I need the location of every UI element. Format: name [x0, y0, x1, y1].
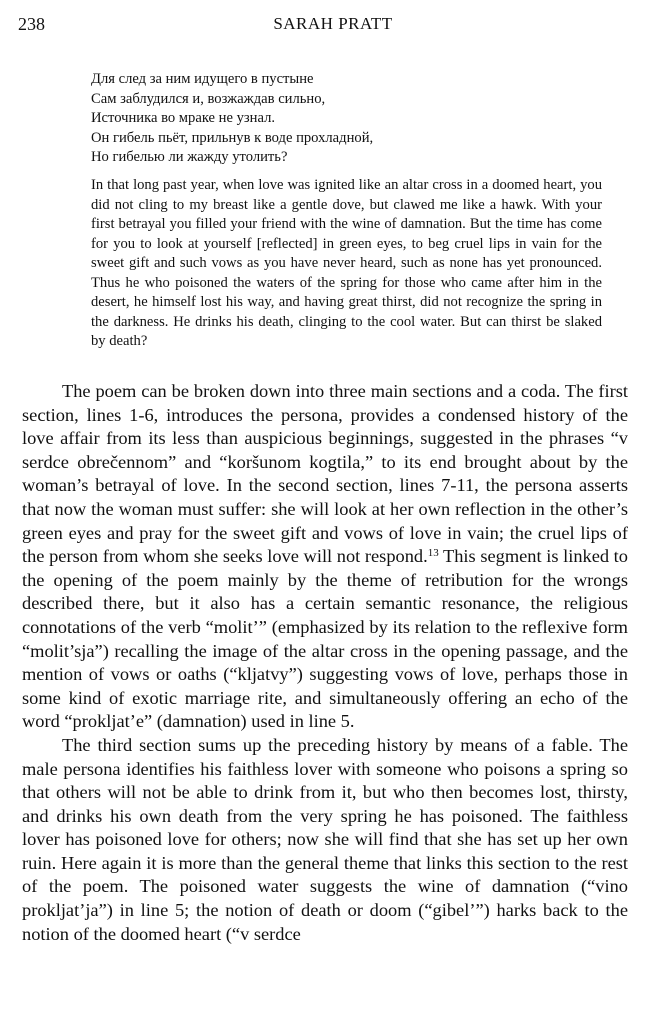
body-text: [22, 380, 628, 946]
footnote-ref: 13: [427, 547, 439, 560]
poem-line: Сам заблудился и, возжаждав сильно,: [91, 90, 326, 107]
page-header: [18, 14, 630, 38]
page-number: 238: [18, 14, 45, 34]
poem-translation: In that long past year, when love was ignited like an altar cross in a doomed heart, you did not cling to my breast like a gentle dove, but clawed me like a hawk. With your first betrayal you filled your friend with the wine of damnation. But the time has come for you to look at yourself [reflected] in green eyes, to beg cruel lips in vain for the sweet gift and such vows as you have never heard, such as none has yet pronounced. Thus he who poisoned the waters of the spring for those who came after him in the desert, he himself lost his way, and having great thirst, did not recognize the spring in the darkness. He drinks his death, clinging to the cool water. But can thirst be slaked by death?: [91, 177, 602, 349]
running-head: SARAH PRATT: [273, 14, 393, 33]
paragraph-text: This segment is linked to the opening of the poem mainly by the theme of retribution for the wrongs described there, but it also has a certain semantic resonance, the religious connotations of the verb “molit’” (emphasized by its relation to the reflexive form “molit’sja”) recalling the image of the altar cross in the opening passage, and the mention of vows or oaths (“kljatvy”) suggesting vows of love, perhaps those in some kind of exotic marriage rite, and simultaneously offering an echo of the word “prokljat’e” (damnation) used in line 5.: [22, 546, 628, 732]
body-paragraph: [22, 380, 628, 734]
body-paragraph: The third section sums up the preceding history by means of a fable. The male persona identifies his faithless lover with someone who poisons a spring so that others will not be able to drink from it, but who then becomes lost, thirsty, and drinks his own death from the very spring he has poisoned. The faithless lover has poisoned love for others; now she will find that she has set up her own ruin. Here again it is more than the general theme that links this section to the rest of the poem. The poisoned water suggests the wine of damnation (“vino prokljat’ja”) in line 5; the notion of death or doom (“gibel’”) harks back to the notion of the doomed heart (“v serdce: [22, 734, 628, 944]
poem-excerpt: [91, 70, 611, 168]
poem-line: Для след за ним идущего в пустыне: [91, 71, 314, 87]
poem-line: Источника во мраке не узнал.: [91, 110, 276, 126]
poem-line: Но гибелью ли жажду утолить?: [91, 149, 288, 165]
poem-line: Он гибель пьёт, прильнув к воде прохладной,: [91, 129, 374, 146]
paragraph-text: The poem can be broken down into three main sections and a coda. The first section, lines 1-6, introduces the persona, provides a condensed history of the love affair from its less than auspicious beginnings, suggested in the phrases “v serdce obrečennom” and “koršunom kogtila,” to its end brought about by the woman’s betrayal of love. In the second section, lines 7-11, the persona asserts that now the woman must suffer: she will look at her own reflection in the other’s green eyes and pray for the sweet gift and vows of love in vain; the cruel lips of the person from whom she seeks love will not respond.: [22, 381, 628, 567]
